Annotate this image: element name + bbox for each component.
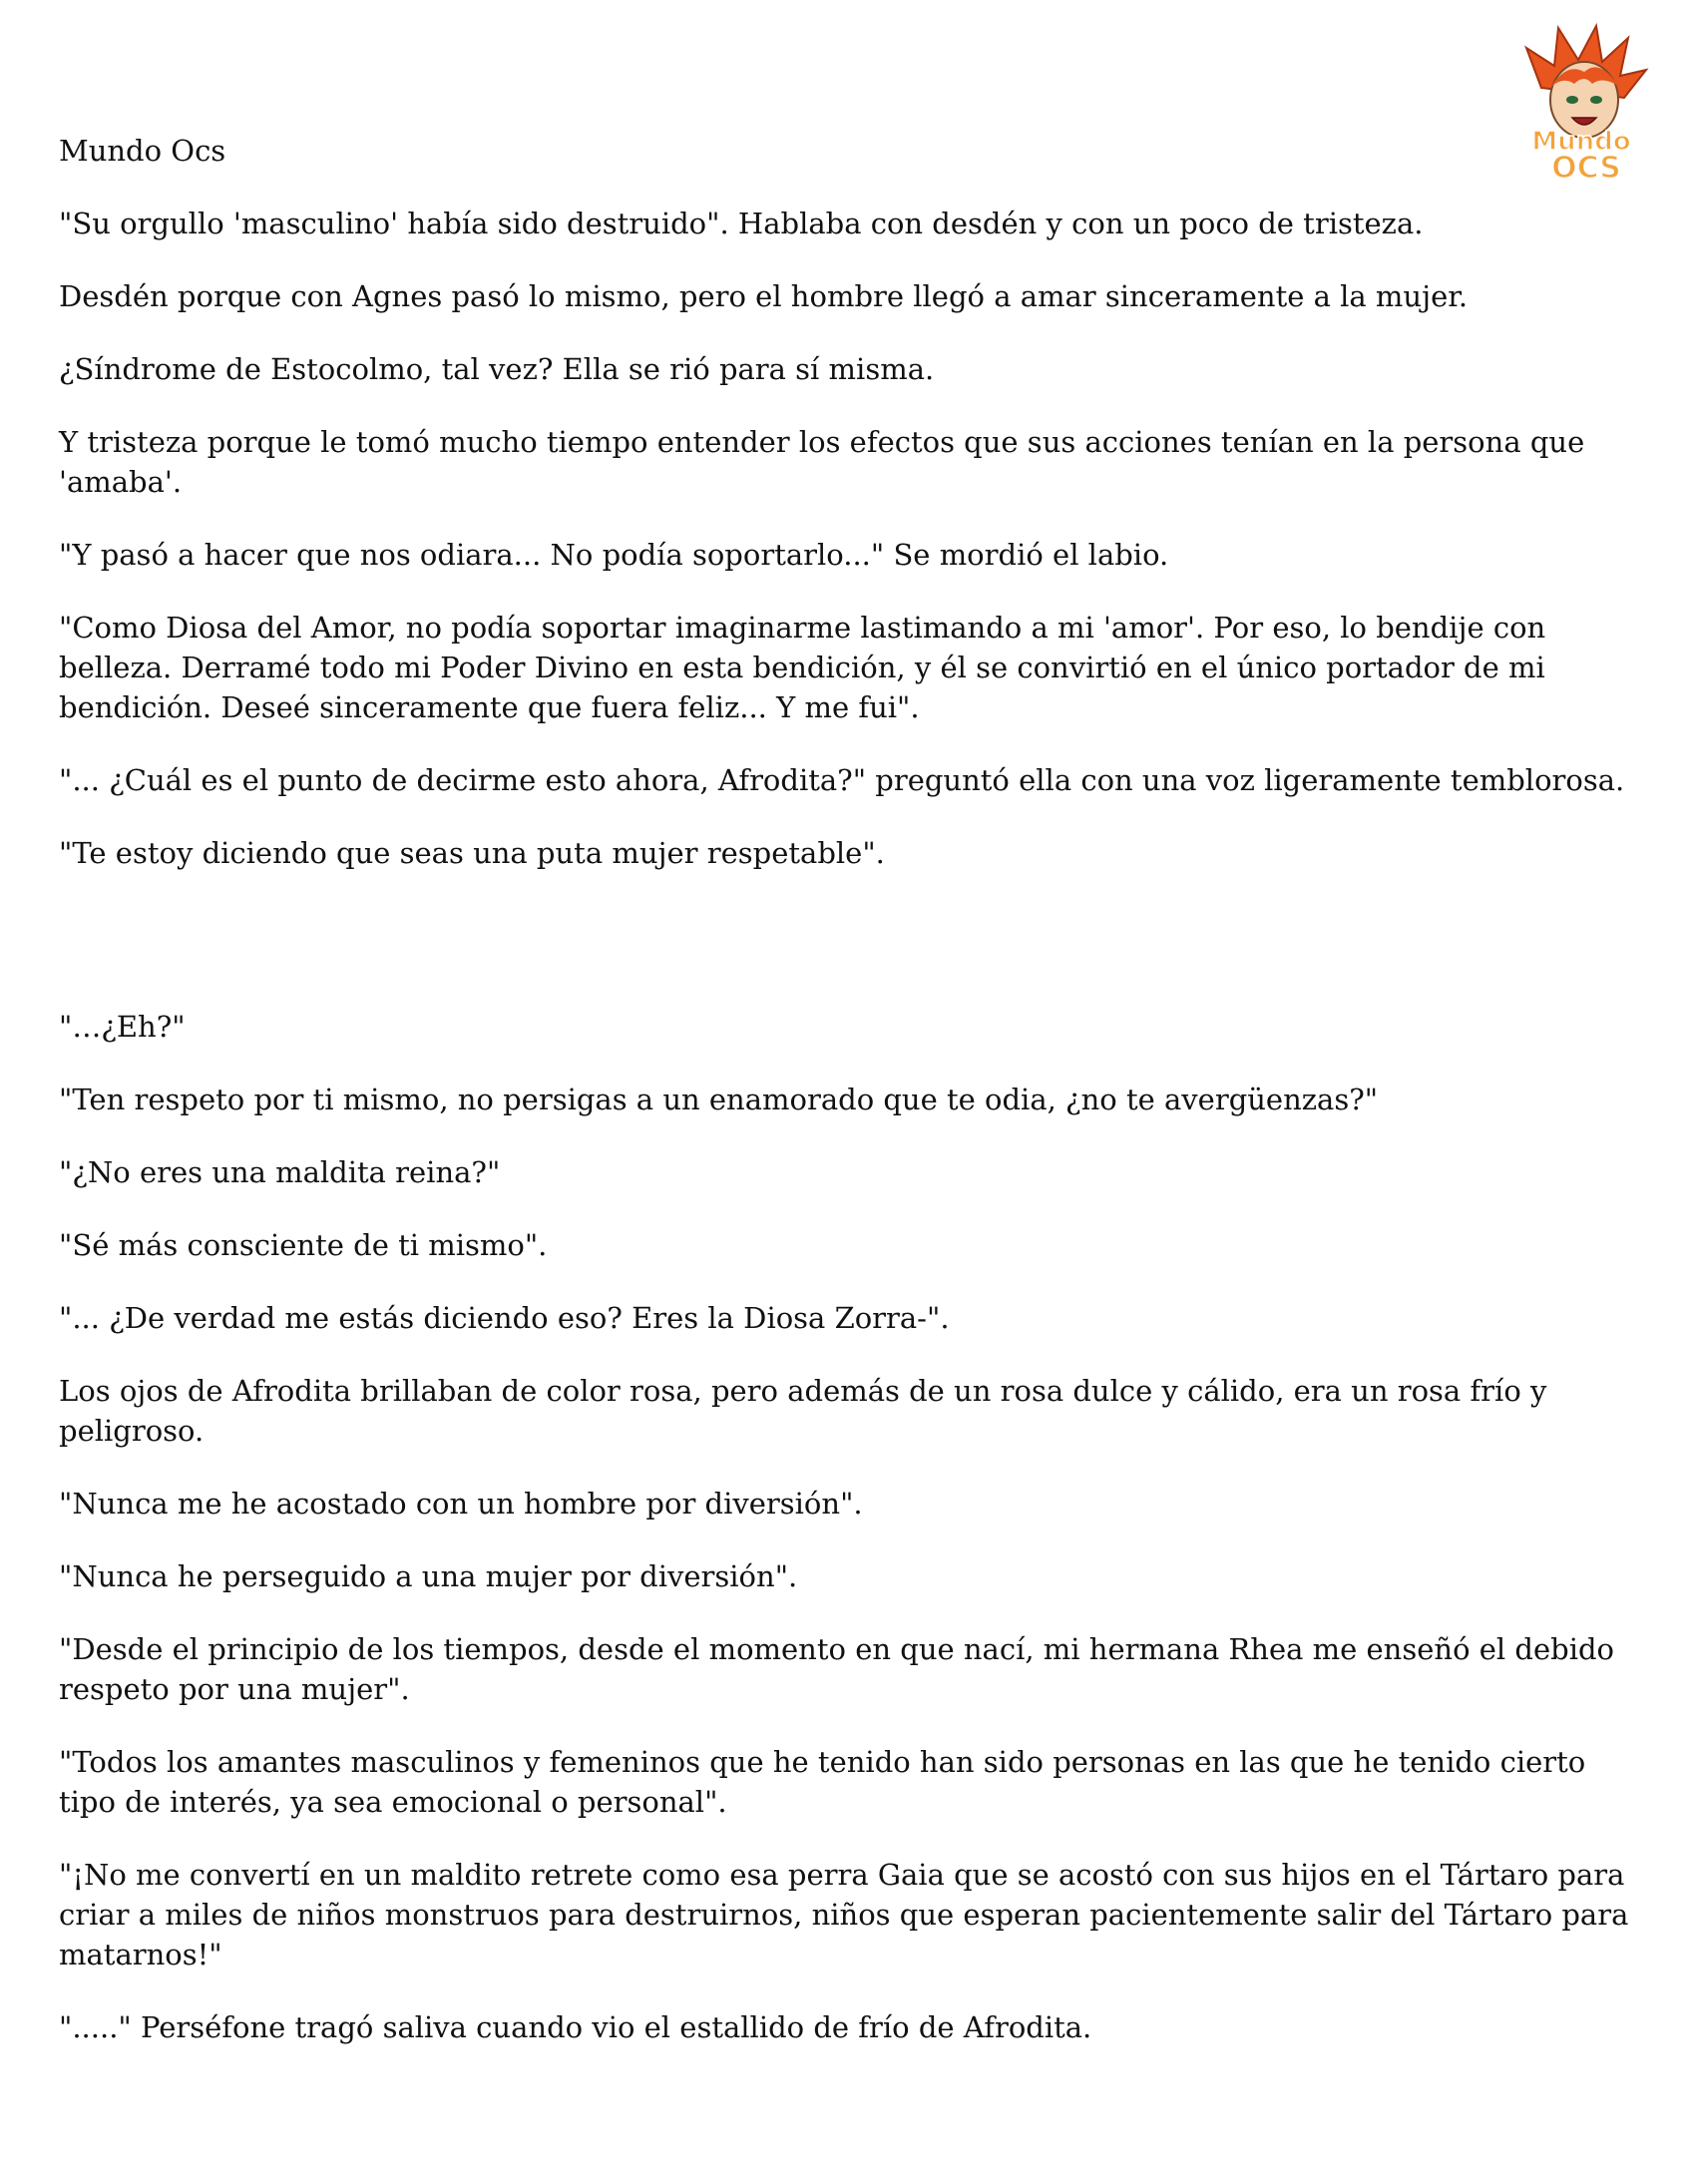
paragraph: "Nunca me he acostado con un hombre por diversión". [59,1487,863,1521]
paragraph: "....." Perséfone tragó saliva cuando vio el estallido de frío de Afrodita. [59,2010,1092,2044]
paragraph: "Su orgullo 'masculino' había sido destruido". Hablaba con desdén y con un poco de tristeza. [59,207,1424,240]
paragraph: "Ten respeto por ti mismo, no persigas a un enamorado que te odia, ¿no te avergüenzas?" [59,1083,1379,1116]
header-title: Mundo Ocs [59,134,226,168]
paragraph: Y tristeza porque le tomó mucho tiempo entender los efectos que sus acciones tenían en la persona que 'amaba'. [59,425,1585,499]
paragraph: "... ¿Cuál es el punto de decirme esto ahora, Afrodita?" preguntó ella con una voz ligeramente temblorosa. [59,763,1625,797]
paragraph: "... ¿De verdad me estás diciendo eso? Eres la Diosa Zorra-". [59,1301,950,1335]
logo-text-bottom: OCS [1551,151,1621,183]
paragraph: "Desde el principio de los tiempos, desde el momento en que nací, mi hermana Rhea me enseñó el debido respeto por una mujer". [59,1632,1615,1706]
paragraph: "Como Diosa del Amor, no podía soportar imaginarme lastimando a mi 'amor'. Por eso, lo bendije con belleza. Derramé todo mi Poder Divino en esta bendición, y él se convirtió en el único portador de mi bendición. Deseé sinceramente que fuera feliz... Y me fui". [59,611,1546,724]
paragraph: "¡No me convertí en un maldito retrete como esa perra Gaia que se acostó con sus hijos en el Tártaro para criar a miles de niños monstruos para destruirnos, niños que esperan pacientemente salir del Tártaro para matarnos!" [59,1858,1629,1971]
paragraph: "Todos los amantes masculinos y femeninos que he tenido han sido personas en las que he tenido cierto tipo de interés, ya sea emocional o personal". [59,1745,1586,1819]
paragraph: Desdén porque con Agnes pasó lo mismo, pero el hombre llegó a amar sinceramente a la mujer. [59,279,1469,313]
paragraph: Los ojos de Afrodita brillaban de color rosa, pero además de un rosa dulce y cálido, era un rosa frío y peligroso. [59,1374,1547,1448]
paragraph: "Te estoy diciendo que seas una puta mujer respetable". [59,836,885,870]
paragraph-group-1 [59,204,1645,873]
paragraph: ¿Síndrome de Estocolmo, tal vez? Ella se rió para sí misma. [59,352,935,386]
logo-text-top: Mundo [1531,127,1631,157]
paragraph: "Y pasó a hacer que nos odiara... No podía soportarlo..." Se mordió el labio. [59,538,1169,572]
paragraph: "…¿Eh?" [59,1010,186,1044]
paragraph: "Nunca he perseguido a una mujer por diversión". [59,1559,798,1593]
paragraph-group-2 [59,1007,1645,2047]
paragraph: "¿No eres una maldita reina?" [59,1155,501,1189]
paragraph: "Sé más consciente de ti mismo". [59,1228,548,1262]
document-header [59,131,1645,171]
